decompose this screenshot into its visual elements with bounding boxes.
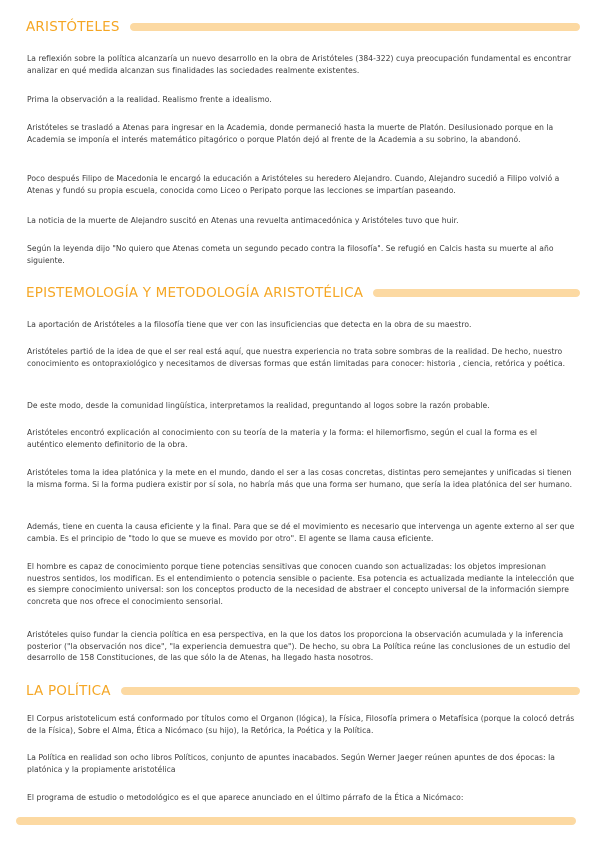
paragraph: El programa de estudio o metodológico es el que aparece anunciado en el último párrafo de la Ética a Nicómaco: (27, 793, 464, 802)
heading-decoration-bar (373, 289, 580, 297)
paragraph: Según la leyenda dijo "No quiero que Atenas cometa un segundo pecado contra la filosofía". Se refugió en Calcis hasta su muerte al año siguiente. (27, 244, 554, 265)
paragraph: Prima la observación a la realidad. Realismo frente a idealismo. (27, 95, 272, 104)
paragraph: Poco después Filipo de Macedonia le encargó la educación a Aristóteles su heredero Alejandro. Cuando, Alejandro sucedió a Filipo volvió a Atenas y fundó su propia escuela, conocida como Liceo o Peripato porque las lecciones se impartían paseando. (27, 174, 560, 195)
paragraph: Aristóteles quiso fundar la ciencia política en esa perspectiva, en la que los datos los proporciona la observación acumulada y la inferencia posterior ("la observación nos dice", "la experiencia demuestra que"). De hecho, su obra La Política reúne las conclusiones de un estudio del desarrollo de 158 Constituciones, de las que sólo la de Atenas, ha llegado hasta nosotros. (27, 630, 571, 663)
heading-decoration-bar (121, 687, 580, 695)
paragraph: La Política en realidad son ocho libros Políticos, conjunto de apuntes inacabados. Según Werner Jaeger reúnen apuntes de dos épocas: la platónica y la propiamente aristotélica (27, 753, 555, 774)
paragraph: La aportación de Aristóteles a la filosofía tiene que ver con las insuficiencias que detecta en la obra de su maestro. (27, 320, 472, 329)
footer-decoration-bar (16, 817, 576, 825)
section-heading-la-politica (26, 683, 580, 699)
paragraph: La reflexión sobre la política alcanzaría un nuevo desarrollo en la obra de Aristóteles (384-322) cuya preocupación fundamental es encontrar analizar en qué medida alcanzan sus finalidades las sociedades realmente existentes. (27, 54, 572, 75)
section-heading-epistemologia (26, 285, 580, 301)
paragraph: La noticia de la muerte de Alejandro suscitó en Atenas una revuelta antimacedónica y Aristóteles tuvo que huir. (27, 216, 459, 225)
paragraph: Además, tiene en cuenta la causa eficiente y la final. Para que se dé el movimiento es necesario que intervenga un agente externo al ser que cambia. Es el principio de "todo lo que se mueve es movido por otro". El agente se llama causa eficiente. (27, 522, 575, 543)
heading-decoration-bar (130, 23, 580, 31)
paragraph: De este modo, desde la comunidad lingüística, interpretamos la realidad, preguntando al logos sobre la razón probable. (27, 401, 490, 410)
section-title: EPISTEMOLOGÍA Y METODOLOGÍA ARISTOTÉLICA (26, 285, 364, 301)
paragraph: El hombre es capaz de conocimiento porque tiene potencias sensitivas que conocen cuando son actualizadas: los objetos impresionan nuestros sentidos, los modifican. Es el entendimiento o potencia sensible o paciente. Esa potencia es actualizada mediante la intelección que es siempre conocimiento universal: son los conceptos producto de la necesidad de abstraer el concepto universal de la información siempre concreta que nos ofrece el conocimiento sensorial. (27, 562, 575, 606)
section-heading-aristoteles (26, 19, 580, 35)
paragraph: Aristóteles se trasladó a Atenas para ingresar en la Academia, donde permaneció hasta la muerte de Platón. Desilusionado porque en la Academia se imponía el interés matemático pitagórico o porque Platón dejó al frente de la Academia a su sobrino, la abandonó. (27, 123, 554, 144)
paragraph: Aristóteles partió de la idea de que el ser real está aquí, que nuestra experiencia no trata sobre sombras de la realidad. De hecho, nuestro conocimiento es ontopraxiológico y necesitamos de diversas formas que están limitadas para conocer: historia , ciencia, retórica y poética. (27, 347, 566, 368)
paragraph: El Corpus aristotelicum está conformado por títulos como el Organon (lógica), la Física, Filosofía primera o Metafísica (porque la colocó detrás de la Física), Sobre el Alma, Ética a Nicómaco (su hijo), la Retórica, la Poética y la Política. (27, 714, 575, 735)
paragraph: Aristóteles toma la idea platónica y la mete en el mundo, dando el ser a las cosas concretas, distintas pero semejantes y unificadas si tienen la misma forma. Si la forma pudiera existir por sí sola, no habría más que una forma ser humano, que sería la idea platónica del ser humano. (27, 468, 573, 489)
paragraph: Aristóteles encontró explicación al conocimiento con su teoría de la materia y la forma: el hilemorfismo, según el cual la forma es el auténtico elemento definitorio de la obra. (27, 428, 538, 449)
section-title: ARISTÓTELES (26, 19, 120, 35)
section-title: LA POLÍTICA (26, 683, 111, 699)
